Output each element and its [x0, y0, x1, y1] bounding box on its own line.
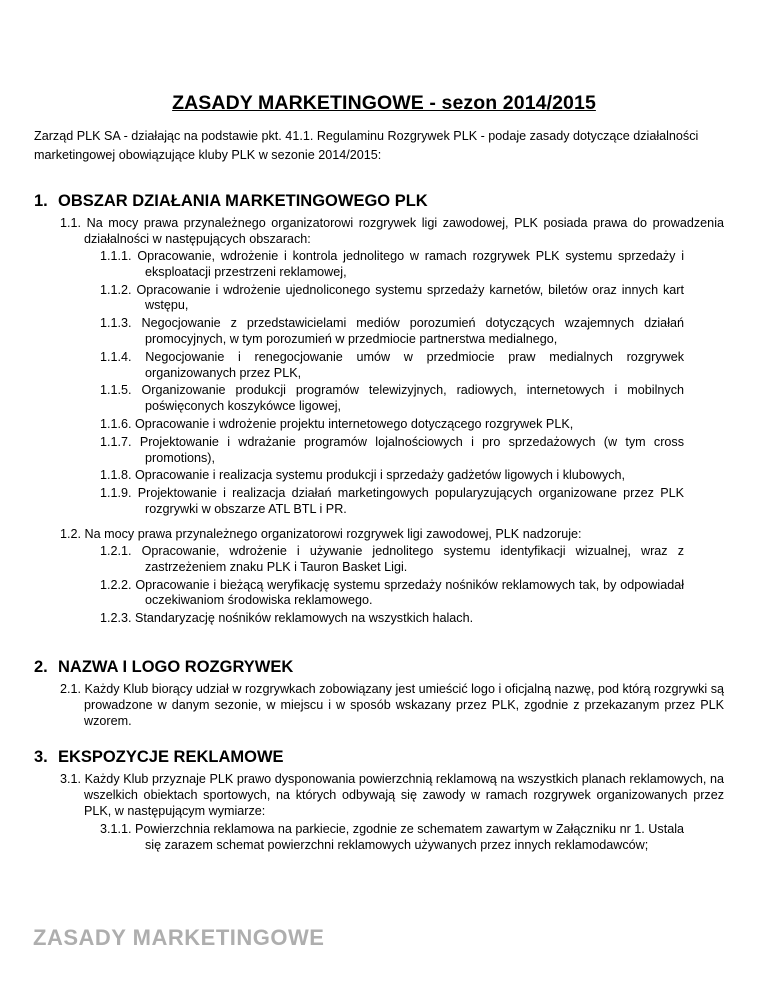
section-1-sub-1-1 [100, 249, 684, 520]
list-item: 1.1.1. Opracowanie, wdrożenie i kontrola jednolitego w ramach rozgrywek PLK systemu sprzedaży i eksploatacji przestrzeni reklamowej, [100, 249, 684, 279]
section-title: EKSPOZYCJE REKLAMOWE [58, 748, 284, 766]
list-item: 3.1.1. Powierzchnia reklamowa na parkiecie, zgodnie ze schematem zawartym w Załączniku nr 1. Ustala się zarazem schemat powierzchni reklamowych używanych przez innych reklamodawców; [100, 822, 685, 852]
section-3-body [60, 772, 724, 821]
list-item: 2.1. Każdy Klub biorący udział w rozgrywkach zobowiązany jest umieścić logo i oficjalną nazwę, pod którą rozgrywki są prowadzone w danym sezonie, w miejscu i w sposób wskazany przez PLK, zgodnie z przekazanym przez PLK wzorem. [60, 682, 725, 728]
list-item: 1.1.6. Opracowanie i wdrożenie projektu internetowego dotyczącego rozgrywek PLK, [100, 416, 574, 431]
section-1-body [60, 216, 724, 250]
section-2-body [60, 682, 724, 731]
list-item: 1.2.1. Opracowanie, wdrożenie i używanie jednolitego systemu identyfikacji wizualnej, wraz z zastrzeżeniem znaku PLK i Tauron Basket Ligi. [100, 544, 685, 574]
list-item: 1.1.4. Negocjowanie i renegocjowanie umów w przedmiocie praw medialnych rozgrywek organizowanych przez PLK, [100, 349, 684, 380]
section-1-item-1-2 [60, 527, 724, 545]
section-number: 2. [34, 658, 48, 676]
section-number: 3. [34, 748, 48, 766]
section-1-heading [34, 192, 428, 211]
section-3-sub [100, 822, 684, 856]
list-item: 1.1.8. Opracowanie i realizacja systemu produkcji i sprzedaży gadżetów ligowych i klubowych, [100, 468, 625, 483]
list-item: 1.1.2. Opracowanie i wdrożenie ujednoliconego systemu sprzedaży karnetów, biletów oraz innych kart wstępu, [100, 282, 684, 313]
section-2-heading [34, 658, 293, 677]
intro-paragraph: Zarząd PLK SA - działając na podstawie pkt. 41.1. Regulaminu Rozgrywek PLK - podaje zasady dotyczące działalności marketingowej obowiązujące kluby PLK w sezonie 2014/2015: [34, 129, 699, 162]
list-item: 1.2.3. Standaryzację nośników reklamowych na wszystkich halach. [100, 611, 474, 626]
page-footer: ZASADY MARKETINGOWE [33, 925, 325, 950]
list-item: 1.1.9. Projektowanie i realizacja działań marketingowych popularyzujących organizowane przez PLK rozgrywki w obszarze ATL BTL i PR. [100, 486, 684, 516]
section-1-sub-1-2 [100, 544, 684, 629]
section-title: OBSZAR DZIAŁANIA MARKETINGOWEGO PLK [58, 192, 428, 210]
list-item: 1.2. Na mocy prawa przynależnego organizatorowi rozgrywek ligi zawodowej, PLK nadzoruje: [60, 527, 582, 541]
section-number: 1. [34, 192, 48, 210]
list-item: 1.1.7. Projektowanie i wdrażanie programów lojalnościowych i pro sprzedażowych (w tym cross promotions), [100, 434, 685, 465]
list-item: 1.2.2. Opracowanie i bieżącą weryfikację systemu sprzedaży nośników reklamowych tak, by odpowiadał oczekiwaniom środowiska reklamowego. [100, 577, 685, 608]
page-title: ZASADY MARKETINGOWE - sezon 2014/2015 [172, 92, 596, 114]
list-item: 1.1.5. Organizowanie produkcji programów telewizyjnych, radiowych, internetowych i mobilnych poświęconych koszykówce ligowej, [100, 383, 684, 414]
list-item: 3.1. Każdy Klub przyznaje PLK prawo dysponowania powierzchnią reklamową na wszystkich planach reklamowych, na wszelkich obiektach sportowych, na których odbywają się zawody w ramach rozgrywek organizowanych przez PLK, w następującym wymiarze: [60, 772, 725, 818]
list-item: 1.1. Na mocy prawa przynależnego organizatorowi rozgrywek ligi zawodowej, PLK posiada prawa do prowadzenia działalności w następujących obszarach: [60, 216, 724, 246]
section-3-heading [34, 748, 284, 767]
section-title: NAZWA I LOGO ROZGRYWEK [58, 658, 294, 676]
list-item: 1.1.3. Negocjowanie z przedstawicielami mediów porozumień dotyczących wzajemnych działań promocyjnych, w tym porozumień w przedmiocie partnerstwa medialnego, [100, 316, 684, 346]
